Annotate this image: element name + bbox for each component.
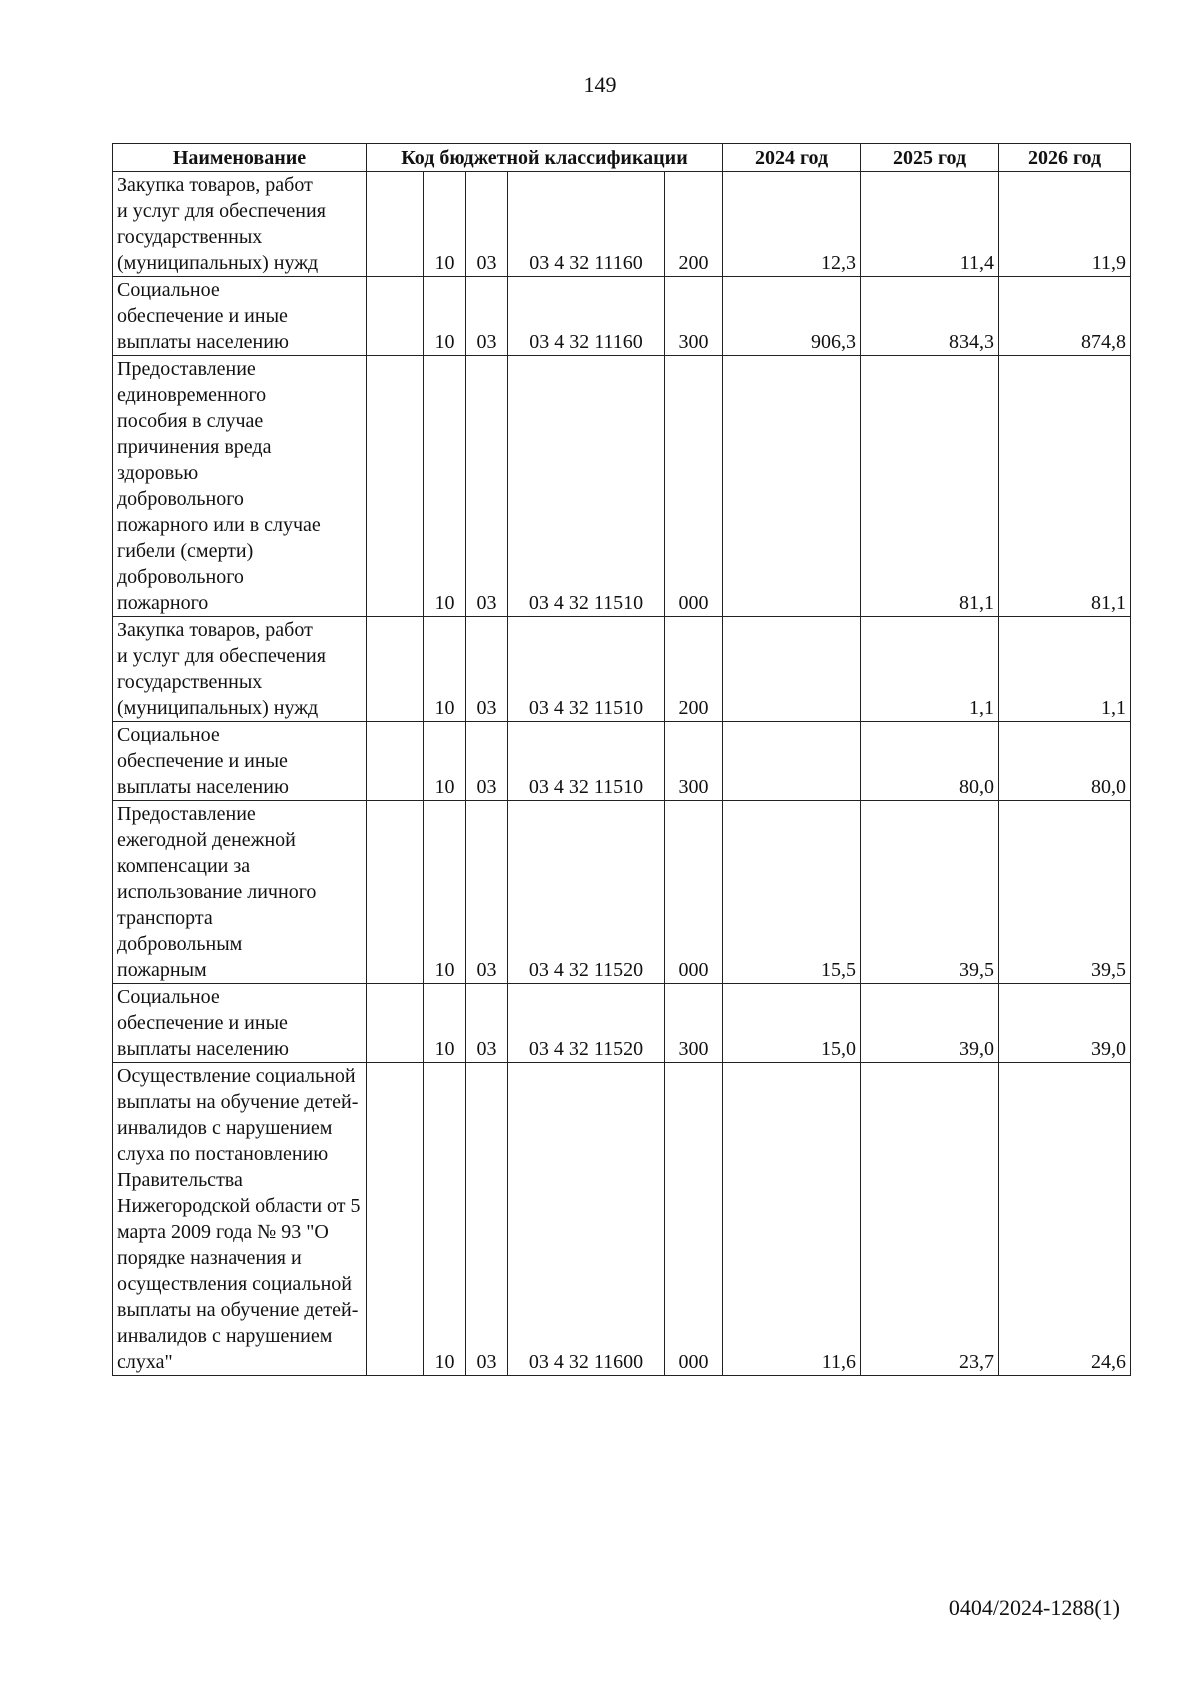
target-article-cell: 03 4 32 11160 [508,277,665,356]
value-2025: 81,1 [861,356,999,617]
header-2025: 2025 год [861,144,999,172]
row-name: Осуществление социальной выплаты на обучение детей-инвалидов с нарушением слуха по постановлению Правительства Нижегородской области от 5 марта 2009 года № 93 "О порядке назначения и осуществления социальной выплаты на обучение детей-инвалидов с нарушением слуха" [113,1063,367,1376]
target-article-cell: 03 4 32 11600 [508,1063,665,1376]
section-cell: 10 [424,1063,466,1376]
value-2024 [723,617,861,722]
value-2025: 39,0 [861,984,999,1063]
value-2026: 24,6 [999,1063,1131,1376]
blank-cell [367,984,424,1063]
subsection-cell: 03 [466,617,508,722]
blank-cell [367,617,424,722]
expense-type-cell: 200 [665,617,723,722]
value-2024: 12,3 [723,172,861,277]
table-header-row [113,144,1131,172]
expense-type-cell: 300 [665,722,723,801]
subsection-cell: 03 [466,277,508,356]
row-name: Закупка товаров, работ и услуг для обеспечения государственных (муниципальных) нужд [113,617,367,722]
target-article-cell: 03 4 32 11520 [508,984,665,1063]
section-cell: 10 [424,617,466,722]
row-name: Социальное обеспечение и иные выплаты населению [113,277,367,356]
value-2025: 80,0 [861,722,999,801]
subsection-cell: 03 [466,722,508,801]
value-2026: 81,1 [999,356,1131,617]
blank-cell [367,1063,424,1376]
subsection-cell: 03 [466,1063,508,1376]
row-name: Социальное обеспечение и иные выплаты населению [113,722,367,801]
value-2024: 15,5 [723,801,861,984]
value-2024: 11,6 [723,1063,861,1376]
value-2026: 11,9 [999,172,1131,277]
value-2026: 1,1 [999,617,1131,722]
expense-type-cell: 000 [665,1063,723,1376]
budget-table [112,143,1131,1376]
subsection-cell: 03 [466,984,508,1063]
blank-cell [367,172,424,277]
table-row [113,722,1131,801]
section-cell: 10 [424,722,466,801]
row-name: Социальное обеспечение и иные выплаты населению [113,984,367,1063]
row-name: Закупка товаров, работ и услуг для обеспечения государственных (муниципальных) нужд [113,172,367,277]
value-2025: 39,5 [861,801,999,984]
value-2024: 906,3 [723,277,861,356]
value-2026: 874,8 [999,277,1131,356]
table-row [113,801,1131,984]
target-article-cell: 03 4 32 11510 [508,356,665,617]
section-cell: 10 [424,801,466,984]
header-2024: 2024 год [723,144,861,172]
row-name: Предоставление единовременного пособия в случае причинения вреда здоровью добровольного пожарного или в случае гибели (смерти) добровольного пожарного [113,356,367,617]
value-2025: 834,3 [861,277,999,356]
value-2026: 39,5 [999,801,1131,984]
table-row [113,617,1131,722]
table-row [113,277,1131,356]
document-code: 0404/2024-1288(1) [948,1595,1120,1620]
table-row [113,172,1131,277]
header-code: Код бюджетной классификации [367,144,723,172]
expense-type-cell: 000 [665,356,723,617]
target-article-cell: 03 4 32 11520 [508,801,665,984]
target-article-cell: 03 4 32 11510 [508,722,665,801]
table-row [113,356,1131,617]
section-cell: 10 [424,984,466,1063]
blank-cell [367,277,424,356]
value-2024 [723,356,861,617]
value-2025: 23,7 [861,1063,999,1376]
value-2025: 1,1 [861,617,999,722]
table-row [113,984,1131,1063]
target-article-cell: 03 4 32 11160 [508,172,665,277]
blank-cell [367,356,424,617]
subsection-cell: 03 [466,172,508,277]
value-2024: 15,0 [723,984,861,1063]
header-name: Наименование [113,144,367,172]
expense-type-cell: 000 [665,801,723,984]
subsection-cell: 03 [466,356,508,617]
value-2024 [723,722,861,801]
section-cell: 10 [424,356,466,617]
value-2026: 39,0 [999,984,1131,1063]
target-article-cell: 03 4 32 11510 [508,617,665,722]
header-2026: 2026 год [999,144,1131,172]
expense-type-cell: 300 [665,277,723,356]
page-number: 149 [583,72,617,97]
expense-type-cell: 300 [665,984,723,1063]
section-cell: 10 [424,277,466,356]
section-cell: 10 [424,172,466,277]
subsection-cell: 03 [466,801,508,984]
value-2026: 80,0 [999,722,1131,801]
table-body [113,172,1131,1376]
row-name: Предоставление ежегодной денежной компенсации за использование личного транспорта добровольным пожарным [113,801,367,984]
blank-cell [367,801,424,984]
table-row [113,1063,1131,1376]
blank-cell [367,722,424,801]
expense-type-cell: 200 [665,172,723,277]
value-2025: 11,4 [861,172,999,277]
